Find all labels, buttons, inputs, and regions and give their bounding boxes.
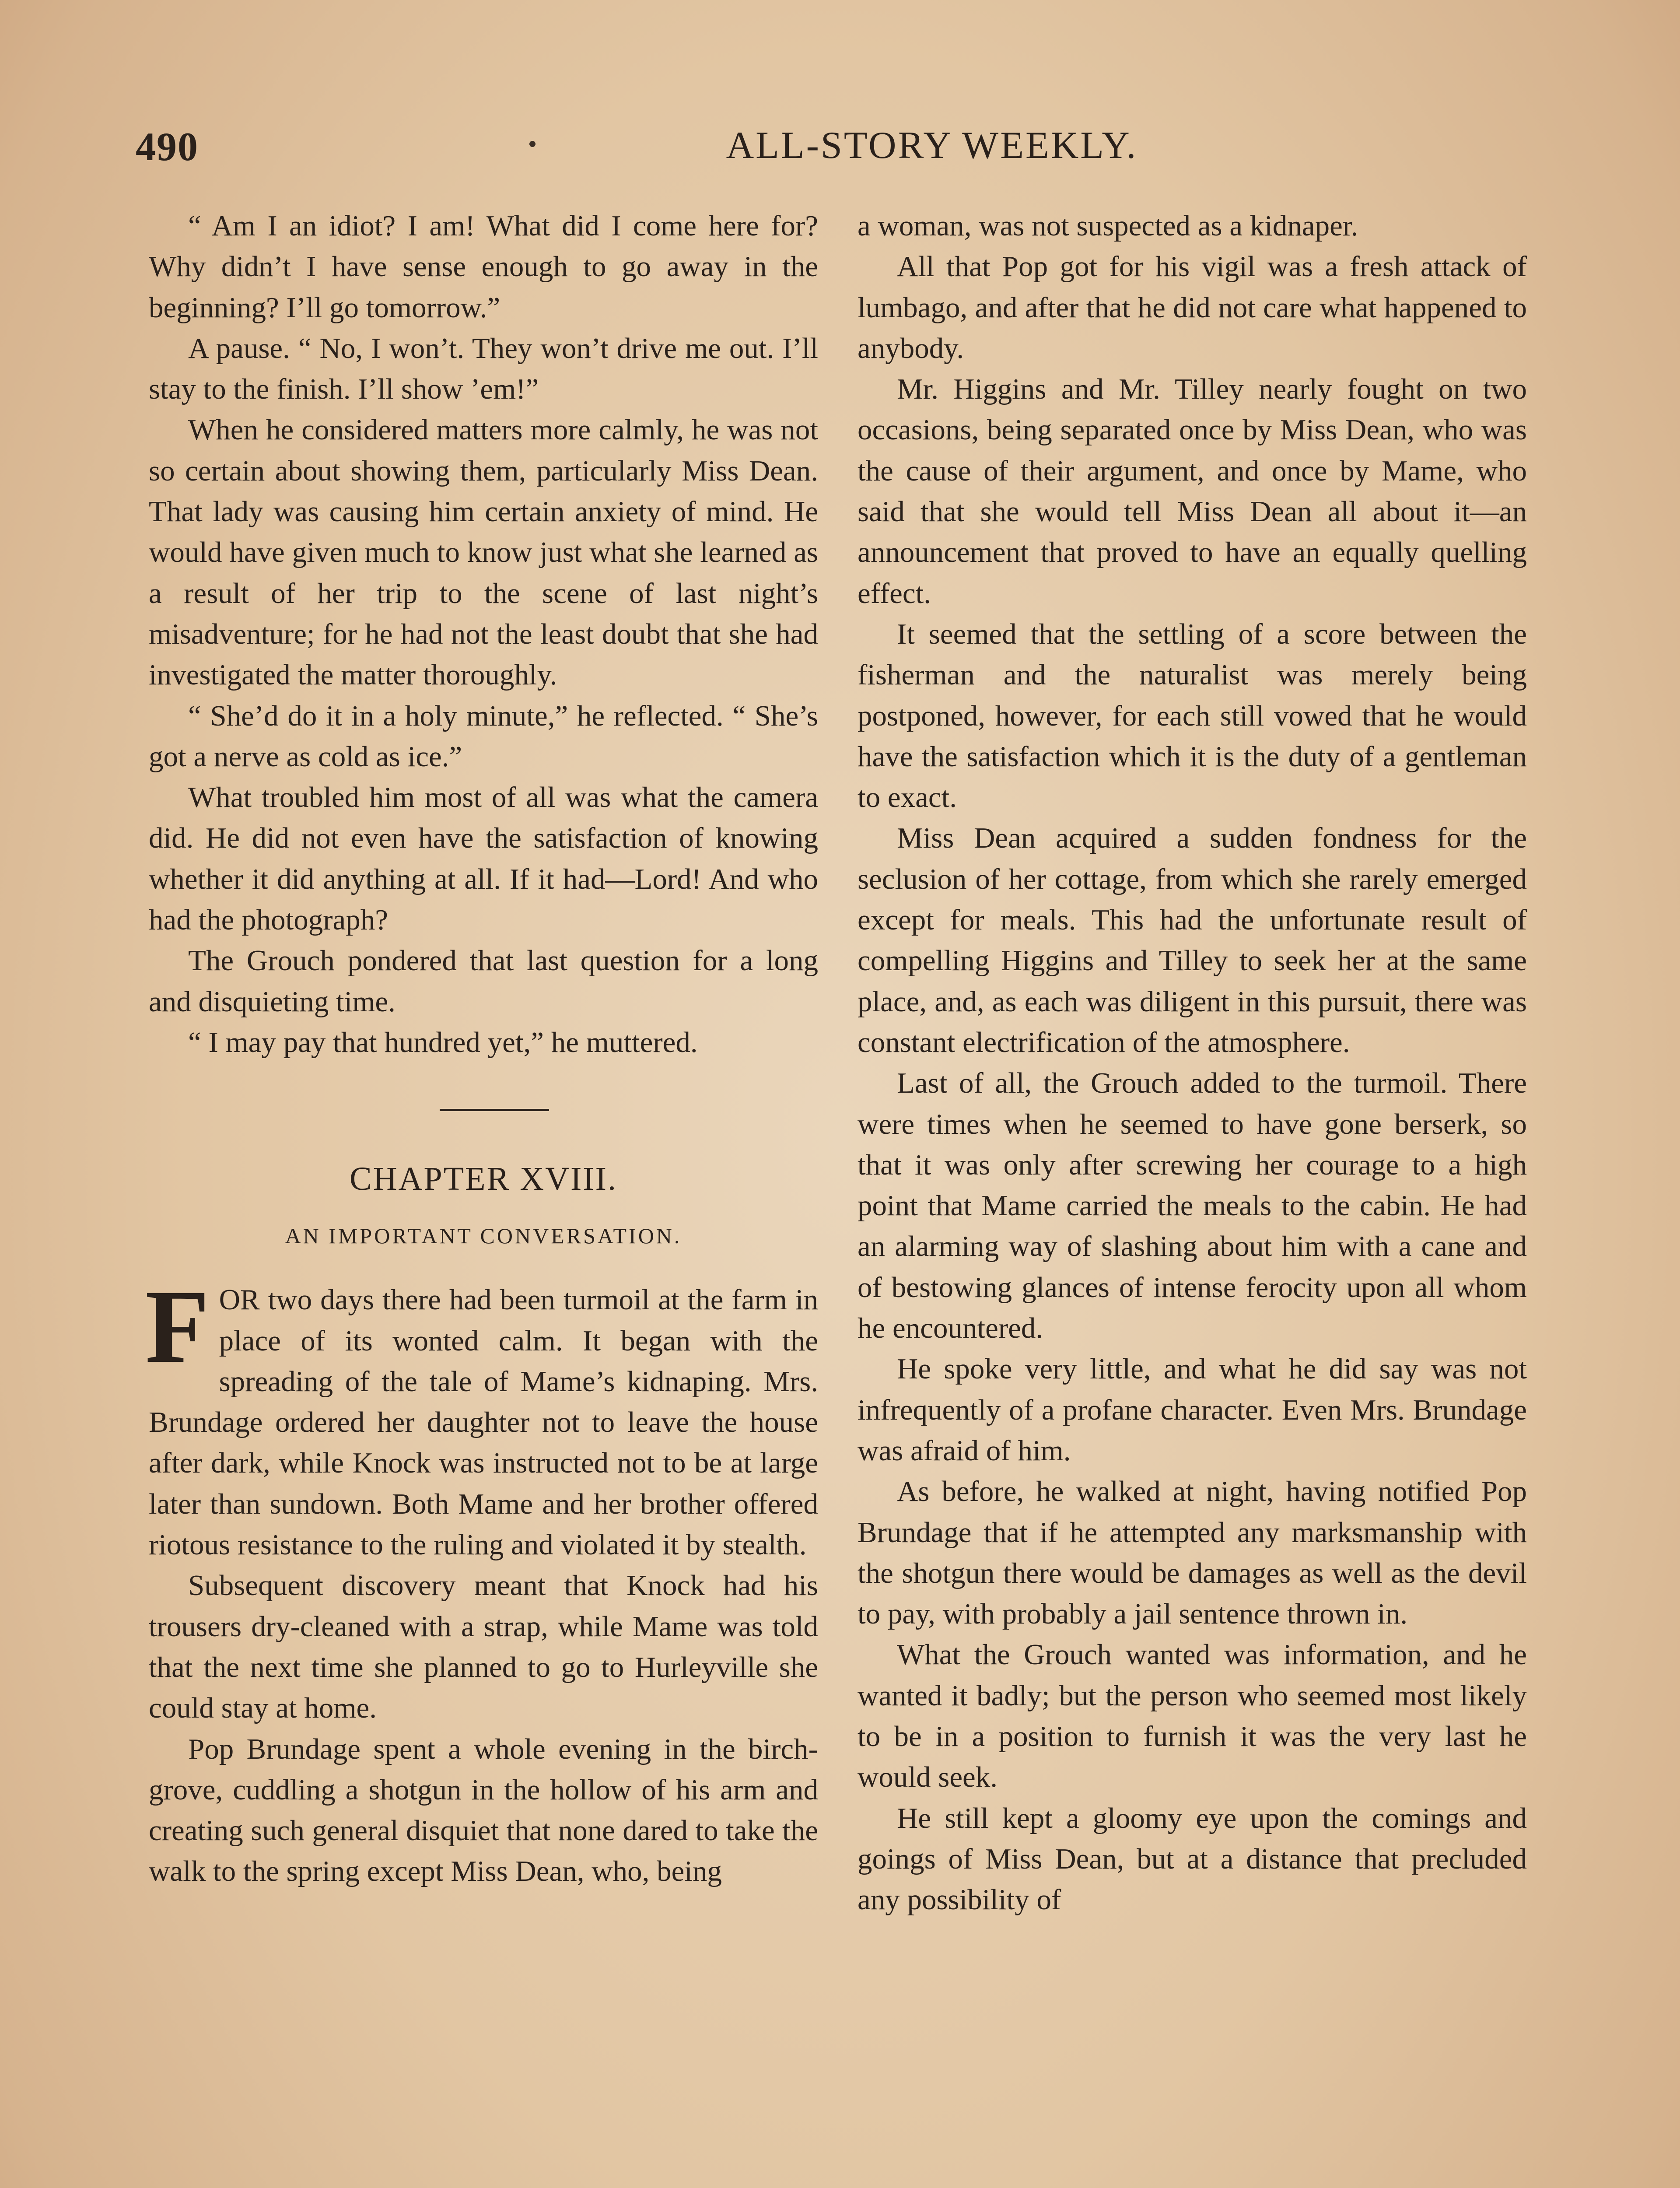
paragraph: What troubled him most of all was what the camera did. He did not even have the satisfaction of knowing whether it did anything at all. If it had—Lord! And who had the photograph? xyxy=(149,781,818,936)
paragraph: “ I may pay that hundred yet,” he muttered. xyxy=(188,1026,698,1059)
paragraph: He spoke very little, and what he did say was not infrequently of a profane character. Even Mrs. Brundage was afraid of him. xyxy=(858,1353,1527,1467)
paragraph: Miss Dean acquired a sudden fondness for the seclusion of her cottage, from which she rarely emerged except for meals. This had the unfortunate result of compelling Higgins and Tilley to seek her at the same place, and, as each was diligent in this pursuit, there was constant electrification of the atmosphere. xyxy=(858,822,1527,1059)
opening-text: OR two days there had been turmoil at the farm in place of its wonted calm. It began with the spreading of the tale of Mame’s kidnaping. Mrs. Brundage ordered her daughter not to leave the house after dark, while Knock was instructed not to be at large later than sundown. Both Mame and her brother offered riotous resistance to the ruling and violated it by stealth. xyxy=(149,1283,818,1561)
page-header xyxy=(136,123,1536,185)
paragraph: As before, he walked at night, having notified Pop Brundage that if he attempted any marksmanship with the shotgun there would be damages as well as the devil to pay, with probably a jail sentence thrown in. xyxy=(858,1475,1527,1630)
section-divider xyxy=(440,1109,549,1111)
paragraph: “ She’d do it in a holy minute,” he reflected. “ She’s got a nerve as cold as ice.” xyxy=(149,699,818,773)
paragraph: a woman, was not suspected as a kidnaper. xyxy=(858,210,1358,242)
paragraph: He still kept a gloomy eye upon the comings and goings of Miss Dean, but at a distance that precluded any possibility of xyxy=(858,1802,1527,1916)
paragraph: Subsequent discovery meant that Knock had his trousers dry-cleaned with a strap, while Mame was told that the next time she planned to go to Hurleyville she could stay at home. xyxy=(149,1569,818,1725)
chapter-opening-paragraph xyxy=(145,1268,818,1565)
paragraph: Last of all, the Grouch added to the turmoil. There were times when he seemed to have gone berserk, so that it was only after screwing her courage to a high point that Mame carried the meals to the cabin. He had an alarming way of slashing about him with a cane and of bestowing glances of intense ferocity upon all whom he encountered. xyxy=(858,1067,1527,1345)
paragraph: It seemed that the settling of a score between the fisherman and the naturalist was merely being postponed, however, for each still vowed that he would have the satisfaction which it is the duty of a gentleman to exact. xyxy=(858,617,1527,814)
chapter-title: CHAPTER XVIII. xyxy=(350,1161,617,1198)
paragraph: All that Pop got for his vigil was a fresh attack of lumbago, and after that he did not care what happened to anybody. xyxy=(858,250,1527,365)
right-column xyxy=(858,206,1527,1920)
paragraph: What the Grouch wanted was information, and he wanted it badly; but the person who seemed most likely to be in a position to furnish it was the very last he would seek. xyxy=(858,1638,1527,1794)
running-title: ALL-STORY WEEKLY. xyxy=(726,124,1138,167)
chapter-subtitle: AN IMPORTANT CONVERSATION. xyxy=(285,1224,682,1248)
paragraph: Mr. Higgins and Mr. Tilley nearly fought on two occasions, being separated once by Miss Dean, who was the cause of their argument, and once by Mame, who said that she would tell Miss Dean all about it—an announcement that proved to have an equally quelling effect. xyxy=(858,373,1527,610)
paragraph: When he considered matters more calmly, he was not so certain about showing them, particularly Miss Dean. That lady was causing him certain anxiety of mind. He would have given much to know just what she learned as a result of her trip to the scene of last night’s misadventure; for he had not the least doubt that she had investigated the matter thoroughly. xyxy=(149,414,818,691)
drop-cap: F xyxy=(145,1268,210,1385)
paragraph: A pause. “ No, I won’t. They won’t drive me out. I’ll stay to the finish. I’ll show ’em!” xyxy=(149,332,818,406)
left-column xyxy=(145,206,818,1892)
page-number: 490 xyxy=(136,124,199,169)
paragraph: “ Am I an idiot? I am! What did I come here for? Why didn’t I have sense enough to go away in the beginning? I’ll go tomorrow.” xyxy=(149,210,818,324)
paragraph: Pop Brundage spent a whole evening in the birch-grove, cuddling a shotgun in the hollow of his arm and creating such general disquiet that none dared to take the walk to the spring except Miss Dean, who, being xyxy=(149,1732,818,1888)
paragraph: The Grouch pondered that last question for a long and disquieting time. xyxy=(149,944,818,1018)
header-dot xyxy=(529,141,536,147)
